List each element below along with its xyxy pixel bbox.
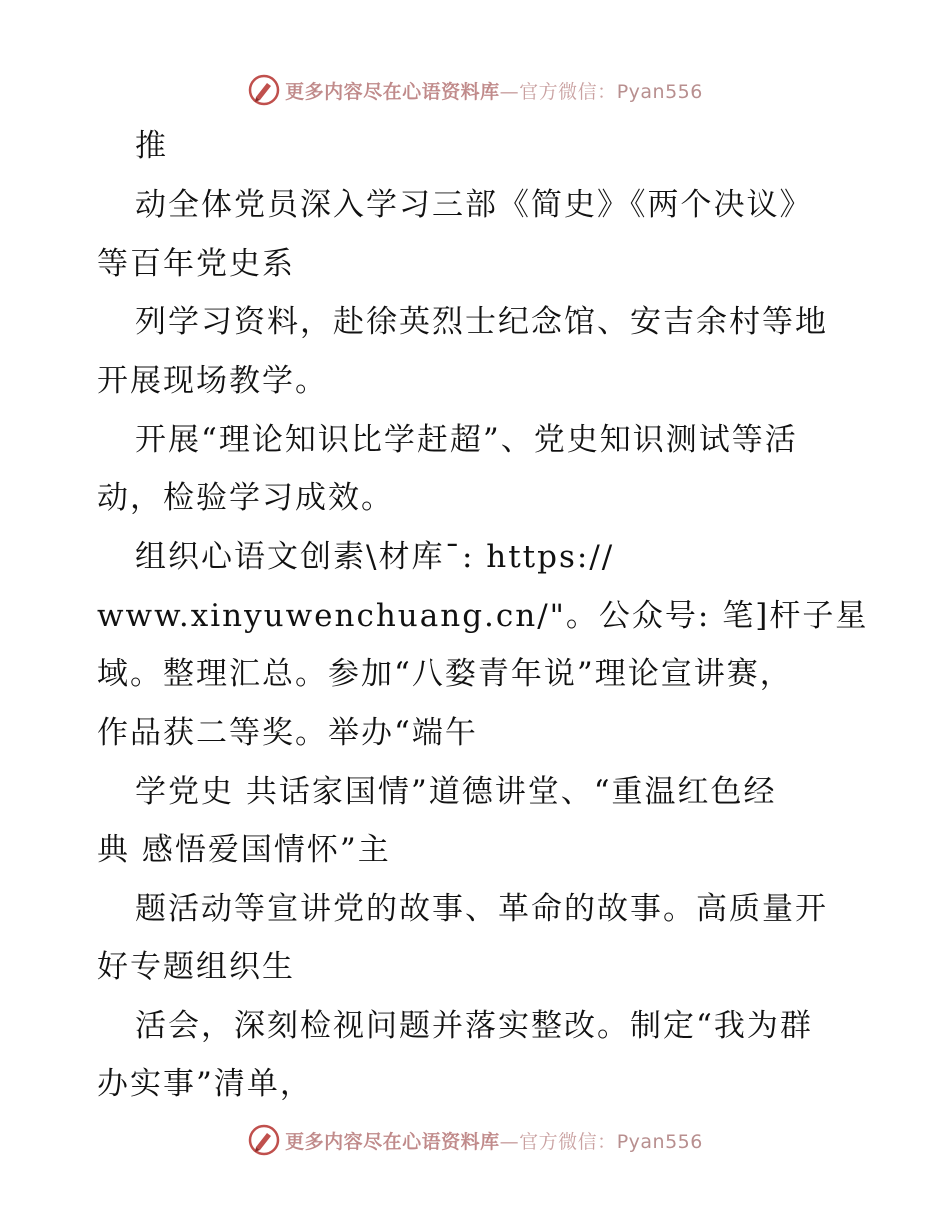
body-line: 列学习资料，赴徐英烈士纪念馆、安吉余村等地 <box>135 304 828 340</box>
header-slogan: 更多内容尽在心语资料库 <box>285 80 500 103</box>
body-line: 学党史 共话家国情”道德讲堂、“重温红色经 <box>135 774 777 810</box>
body-line: www.xinyuwenchuang.cn/"。公众号: 笔]杆子星 <box>97 598 869 634</box>
body-line: 等百年党史系 <box>97 246 295 282</box>
footer-official: 官方微信： <box>519 1130 617 1153</box>
body-line: 动全体党员深入学习三部《简史》《两个决议》 <box>135 187 813 223</box>
header-wechat-id: Pyan556 <box>616 80 703 103</box>
footer-dash: — <box>499 1130 520 1153</box>
body-line: 办实事”清单， <box>97 1066 313 1102</box>
pen-logo-icon <box>247 1123 281 1157</box>
body-line: 好专题组织生 <box>97 949 295 985</box>
body-line: 推 <box>135 128 168 164</box>
body-line: 组织心语文创素\材库¯: https:// <box>135 539 615 575</box>
body-line: 题活动等宣讲党的故事、革命的故事。高质量开 <box>135 891 828 927</box>
body-line: 域。整理汇总。参加“八婺青年说”理论宣讲赛， <box>97 656 793 692</box>
header-official: 官方微信： <box>519 80 617 103</box>
header-dash: — <box>499 80 520 103</box>
footer-wechat-id: Pyan556 <box>616 1130 703 1153</box>
body-line: 作品获二等奖。举办“端午 <box>97 715 478 751</box>
body-line: 动，检验学习成效。 <box>97 480 394 516</box>
body-line: 开展现场教学。 <box>97 363 328 399</box>
footer-slogan: 更多内容尽在心语资料库 <box>285 1130 500 1153</box>
footer-banner <box>0 1120 950 1160</box>
body-line: 开展“理论知识比学赶超”、党史知识测试等活 <box>135 422 798 458</box>
body-line: 活会，深刻检视问题并落实整改。制定“我为群 <box>135 1008 813 1044</box>
body-line: 典 感悟爱国情怀”主 <box>97 832 391 868</box>
